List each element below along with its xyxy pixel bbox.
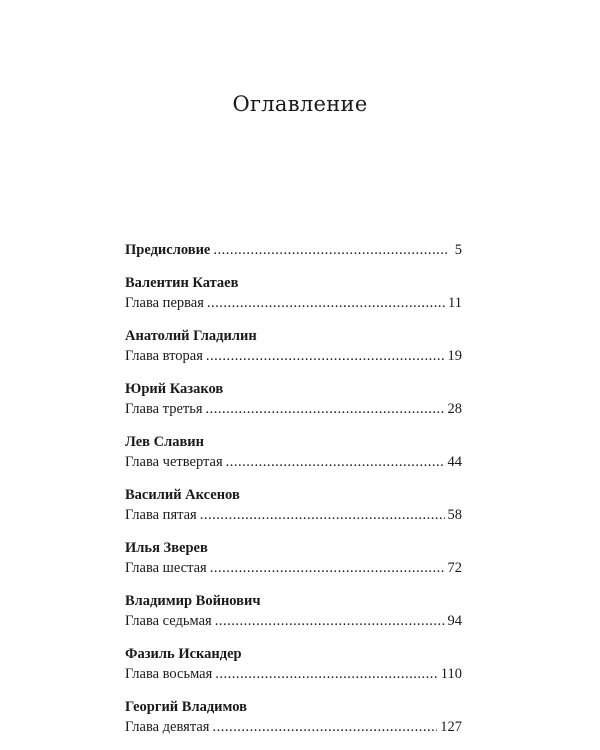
toc-section — [125, 432, 462, 472]
toc-section — [125, 485, 462, 525]
toc-author: Василий Аксенов — [125, 487, 240, 503]
toc-entry[interactable] — [125, 558, 462, 578]
toc-entry[interactable] — [125, 717, 462, 737]
toc-page-number: 28 — [447, 401, 462, 417]
toc-section — [125, 326, 462, 366]
toc-section — [125, 273, 462, 313]
toc-entry-label: Глава вторая — [125, 348, 203, 364]
toc-page-number: 110 — [440, 666, 462, 682]
dot-leader — [212, 717, 437, 737]
dot-leader — [210, 558, 445, 578]
dot-leader — [213, 240, 449, 260]
toc-entry-preface[interactable] — [125, 240, 462, 260]
toc-entry-label: Предисловие — [125, 242, 211, 258]
toc-entry[interactable] — [125, 505, 462, 525]
toc-entry-label: Глава четвертая — [125, 454, 223, 470]
toc-page-number: 58 — [447, 507, 462, 523]
toc-entry-label: Глава шестая — [125, 560, 207, 576]
toc-entry[interactable] — [125, 664, 462, 684]
toc-page-number: 94 — [447, 613, 462, 629]
page-title: Оглавление — [232, 92, 368, 116]
dot-leader — [215, 611, 445, 631]
toc-entry[interactable] — [125, 452, 462, 472]
dot-leader — [207, 293, 445, 313]
toc-section — [125, 644, 462, 684]
toc-section — [125, 697, 462, 737]
toc-author: Илья Зверев — [125, 540, 208, 556]
toc-section — [125, 379, 462, 419]
toc-entry[interactable] — [125, 293, 462, 313]
toc-page-number: 5 — [454, 242, 462, 258]
table-of-contents — [125, 240, 462, 750]
toc-author: Юрий Казаков — [125, 381, 224, 397]
toc-entry-label: Глава седьмая — [125, 613, 212, 629]
toc-page-number: 44 — [447, 454, 462, 470]
toc-page-number: 72 — [447, 560, 462, 576]
toc-author: Валентин Катаев — [125, 275, 239, 291]
toc-entry[interactable] — [125, 611, 462, 631]
toc-page-number: 11 — [448, 295, 462, 311]
toc-author: Анатолий Гладилин — [125, 328, 257, 344]
toc-entry-label: Глава восьмая — [125, 666, 213, 682]
toc-entry-label: Глава девятая — [125, 719, 210, 735]
dot-leader — [200, 505, 445, 525]
toc-section — [125, 538, 462, 578]
toc-section — [125, 591, 462, 631]
dot-leader — [206, 346, 445, 366]
toc-page-number: 127 — [440, 719, 462, 735]
toc-entry-label: Глава первая — [125, 295, 204, 311]
toc-entry-label: Глава третья — [125, 401, 203, 417]
toc-page-number: 19 — [447, 348, 462, 364]
dot-leader — [215, 664, 438, 684]
toc-author: Владимир Войнович — [125, 593, 261, 609]
toc-author: Георгий Владимов — [125, 699, 247, 715]
toc-entry-label: Глава пятая — [125, 507, 197, 523]
toc-author: Лев Славин — [125, 434, 204, 450]
dot-leader — [206, 399, 445, 419]
toc-entry[interactable] — [125, 346, 462, 366]
dot-leader — [226, 452, 445, 472]
toc-author: Фазиль Искандер — [125, 646, 242, 662]
toc-entry[interactable] — [125, 399, 462, 419]
